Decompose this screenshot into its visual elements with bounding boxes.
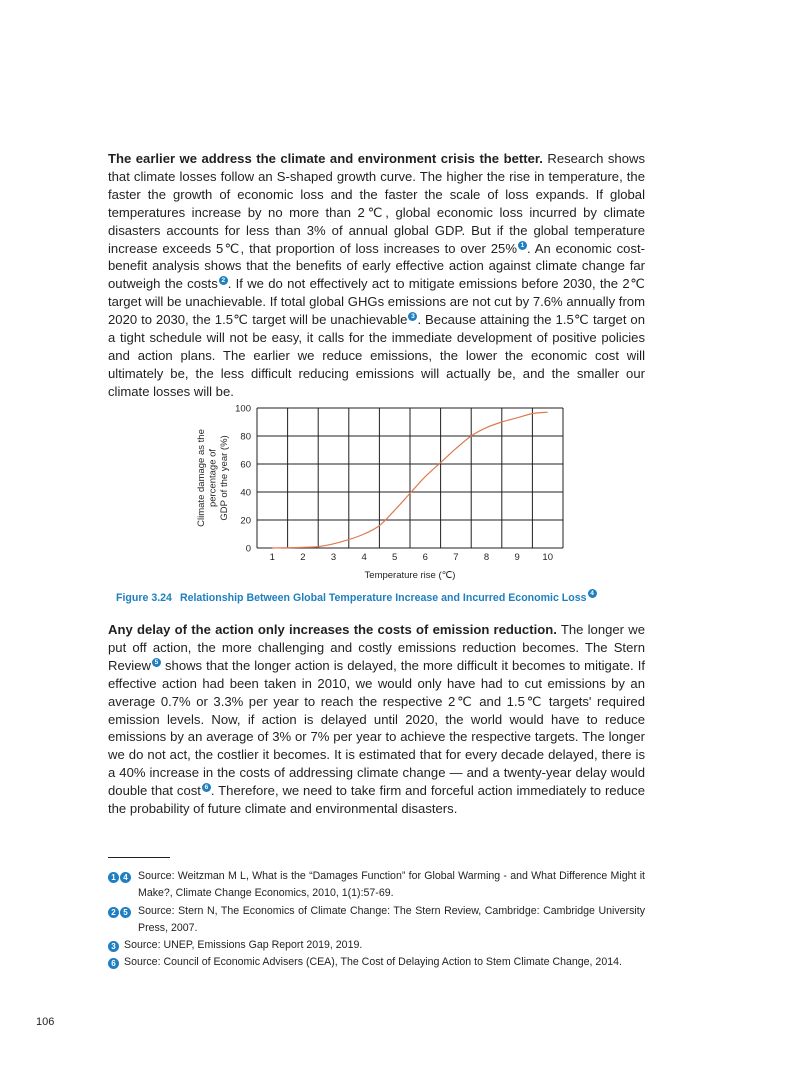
paragraph-text: . Therefore, we need to take firm and forceful action immediately to reduce the probability of future climate and environmental disasters. [108, 783, 645, 817]
footnote-text: Source: Stern N, The Economics of Climate Change: The Stern Review, Cambridge: Cambridge University Press, 2007. [138, 905, 645, 934]
x-tick-labels [270, 552, 553, 563]
x-axis-label: Temperature rise (℃) [364, 570, 456, 581]
paragraph-lead: The earlier we address the climate and environment crisis the better. [108, 151, 543, 166]
grid-vertical-lines [257, 408, 563, 548]
x-tick-label: 8 [483, 552, 490, 563]
paragraph-text: shows that the longer action is delayed, the more difficult it becomes to mitigate. If effective action had been taken in 2010, we would only have had to cut emissions by an average 0.7% or 3.3% per year to reach the respective 2℃ and 1.5℃ targets' required emission levels. Now, if action is delayed until 2020, the world would have to reduce emissions by an average of 3% or 7% per year to achieve the respective targets. The longer we do not act, the costlier it becomes. It is estimated that for every decade delayed, there is a 40% increase in the costs of addressing climate change — and a twenty-year delay would double that cost [108, 657, 645, 799]
footnote-number-icon: 3 [108, 941, 119, 952]
footnote-item [108, 903, 645, 937]
page-number: 106 [36, 1016, 55, 1028]
paragraph-text: . Because attaining the 1.5℃ target on a tight schedule will not be easy, it calls for the immediate development of positive policies and action plans. The earlier we reduce emissions, the lower the economic cost will ultimately be, the less difficult reducing emissions will actually be, and the smaller our climate losses will be. [108, 312, 645, 399]
paragraph-lead: Any delay of the action only increases the costs of emission reduction. [108, 622, 557, 637]
footnote-text: Source: UNEP, Emissions Gap Report 2019, 2019. [124, 939, 363, 951]
footnote-item [108, 937, 645, 954]
x-tick-label: 3 [330, 552, 337, 563]
figure-number: Figure 3.24 [116, 592, 172, 604]
footnote-marker[interactable]: 2 [219, 276, 228, 285]
footnote-marker[interactable]: 3 [408, 312, 417, 321]
paragraph-text: . An economic cost-benefit analysis shows that the benefits of early effective action against climate change far outweigh the costs [108, 240, 645, 292]
footnote-number-icon: 5 [120, 907, 131, 918]
x-tick-label: 1 [269, 552, 275, 563]
x-tick-label: 9 [514, 552, 520, 563]
x-tick-label: 10 [542, 552, 553, 563]
paragraph-text: . If we do not effectively act to mitigate emissions before 2030, the 2℃ target will be unachievable. If total global GHGs emissions are not cut by 7.6% annually from 2020 to 2030, the 1.5℃ target will be unachievable [108, 276, 645, 328]
footnote-marker[interactable]: 6 [202, 783, 211, 792]
footnote-marker[interactable]: 1 [518, 241, 527, 250]
figure-caption [116, 589, 597, 604]
footnote-marker[interactable]: 4 [588, 589, 597, 598]
footnote-marker[interactable]: 5 [152, 658, 161, 667]
footnote-number-icon: 1 [108, 872, 119, 883]
footnote-number-icon: 6 [108, 958, 119, 969]
y-tick-label: 80 [240, 431, 251, 443]
y-tick-label: 0 [245, 543, 251, 555]
y-tick-label: 100 [235, 403, 251, 415]
footnote-number-icon: 4 [120, 872, 131, 883]
figure-title: Relationship Between Global Temperature Increase and Incurred Economic Loss [179, 592, 587, 604]
damage-curve-chart [180, 400, 580, 585]
footnote-divider [108, 857, 170, 858]
footnote-text: Source: Council of Economic Advisers (CEA), The Cost of Delaying Action to Stem Climate Change, 2014. [124, 956, 622, 968]
footnote-item [108, 868, 645, 902]
y-tick-label: 60 [240, 459, 251, 471]
x-tick-label: 2 [300, 552, 306, 563]
footnote-number-icon: 2 [108, 907, 119, 918]
paragraph-climate-crisis [108, 150, 645, 401]
y-axis-label-line: percentage of [207, 448, 219, 508]
y-tick-label: 40 [240, 487, 251, 499]
y-axis-label [196, 429, 230, 527]
x-tick-label: 4 [361, 552, 367, 563]
x-tick-label: 7 [453, 552, 459, 563]
x-tick-label: 6 [422, 552, 428, 563]
paragraph-text: The longer we put off action, the more challenging and costly emissions reduction becomes. The Stern Review [108, 622, 645, 673]
paragraph-text: Research shows that climate losses follow an S-shaped growth curve. The higher the rise in temperature, the faster the growth of economic loss and the faster the scale of loss expands. If global temperatures increase by no more than 2℃, global economic loss incurred by climate disasters accounts for less than 3% of annual global GDP. But if the global temperature increase exceeds 5℃, that proportion of loss increases to over 25% [108, 151, 645, 256]
footnote-item [108, 954, 645, 971]
y-axis-label-line: GDP of the year (%) [219, 435, 230, 521]
paragraph-delay-costs [108, 621, 645, 818]
y-tick-labels [235, 404, 251, 555]
y-axis-label-line: Climate damage as the [196, 429, 207, 527]
footnote-text: Source: Weitzman M L, What is the “Damages Function” for Global Warming - and What Difference Might it Make?, Climate Change Economics, 2010, 1(1):57-69. [138, 870, 645, 899]
x-tick-label: 5 [392, 552, 398, 563]
y-tick-label: 20 [240, 515, 251, 527]
